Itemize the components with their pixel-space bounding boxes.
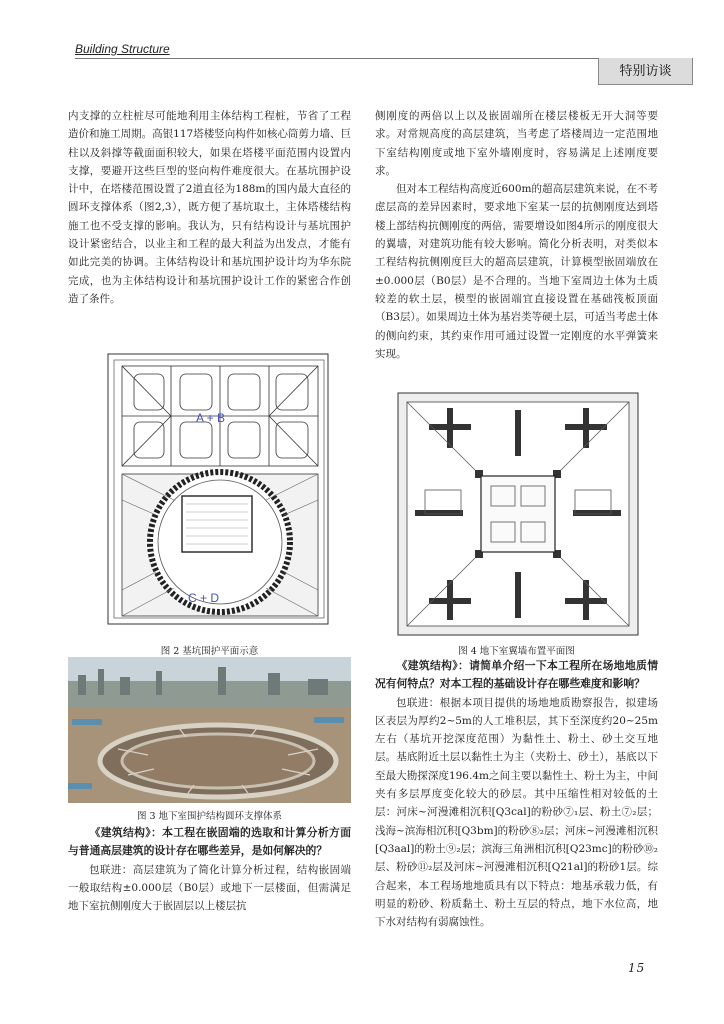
left-column-top — [68, 107, 351, 308]
figure-2-caption: 图 2 基坑围护平面示意 — [160, 646, 259, 657]
figure-3-caption: 图 3 地下室围护结构圆环支撑体系 — [136, 811, 283, 822]
header-rule — [75, 58, 649, 59]
interview-answer: 包联进：高层建筑为了简化计算分析过程，结构嵌固端一般取结构±0.000层（B0层）或地下一层楼面，但需满足地下室抗侧刚度大于嵌固层以上楼层抗 — [68, 863, 351, 913]
figure-4-caption: 图 4 地下室翼墙布置平面图 — [458, 646, 575, 657]
page-number: 15 — [628, 961, 646, 975]
left-column-bottom — [68, 824, 351, 915]
interview-answer: 包联进：根据本项目提供的场地地质勘察报告，拟建场区表层为厚约2~5m的人工堆积层，其下至深度约20~25m左右（基坑开挖深度范围）为黏性土、粉土、砂土交互地层。基底附近土层以黏性土为主（夹粉土、砂土），基底以下至最大勘探深度196.4m之间主要以黏性土、粉土为主，中间夹有多层厚度变化较大的砂层。其中压缩性相对较低的土层：河床~河漫滩相沉积[Q3cal]的粉砂⑦₁层、粉土⑦₂层；浅海~滨海相沉积[Q3bm]的粉砂⑧₂层；河床~河漫滩相沉积[Q3aal]的粉土⑨₂层；滨海三角洲相沉积[Q23mc]的粉砂⑩₂层、粉砂⑪₂层及河床~河漫滩相沉积[Q21al]的粉砂1层。综合起来，本工程场地地质具有以下特点：地基承载力低，有明显的粉砂、粉质黏土、粉土互层的特点，地下水位高，地下水对结构有弱腐蚀性。 — [375, 696, 658, 929]
right-column-bottom — [375, 657, 658, 931]
figure-3-photo — [68, 657, 351, 803]
figure-2-site-plan — [94, 350, 336, 632]
paragraph: 内支撑的立柱桩尽可能地利用主体结构工程桩，节省了工程造价和施工周期。高银117塔楼竖向构件如核心筒剪力墙、巨柱以及斜撑等截面面积较大，如果在塔楼平面范围内设置内支撑，要避开这些巨型的竖向构件难度很大。在基坑围护设计中，在塔楼范围设置了2道直径为188m的国内最大直径的圆环支撑体系（图2,3），既方便了基坑取土，主体塔楼结构施工也不受支撑的影响。我认为，只有结构设计与基坑围护设计紧密结合，以业主和工程的最大利益为出发点，才能有如此完美的协调。主体结构设计和基坑围护设计均为华东院完成，也为主体结构设计和基坑围护设计工作的紧密合作创造了条件。 — [68, 110, 351, 305]
paragraph: 侧刚度的两倍以上以及嵌固端所在楼层楼板无开大洞等要求。对常规高度的高层建筑，当考虑了塔楼周边一定范围地下室结构刚度或地下室外墙刚度时，容易满足上述刚度要求。 — [375, 110, 658, 177]
figure-4-wing-wall-plan — [395, 390, 641, 638]
right-column-top — [375, 107, 658, 363]
section-tag: 特别访谈 — [598, 58, 693, 85]
paragraph: 但对本工程结构高度近600m的超高层建筑来说，在不考虑层高的差异因素时，要求地下室某一层的抗侧刚度达到塔楼上部结构抗侧刚度的两倍，需要增设如图4所示的刚度很大的翼墙，对建筑功能有较大影响。简化分析表明，对类似本工程结构抗侧刚度巨大的超高层建筑，计算模型嵌固端放在±0.000层（B0层）是不合理的。当地下室周边土体为土质较差的软土层，模型的嵌固端宜直接设置在基础筏板顶面（B3层）。如果周边土体为基岩类等硬土层，可适当考虑土体的侧向约束，其约束作用可通过设置一定刚度的水平弹簧来实现。 — [375, 183, 658, 360]
interview-question: 《建筑结构》：本工程在嵌固端的选取和计算分析方面与普通高层建筑的设计存在哪些差异，是如何解决的？ — [68, 827, 351, 858]
pit-plan-drawing — [94, 350, 336, 632]
zone-ab-label: A + B — [196, 411, 226, 425]
interview-question: 《建筑结构》：请简单介绍一下本工程所在场地地质情况有何特点？对本工程的基础设计存在哪些难度和影响？ — [375, 660, 658, 691]
ring-support-photo — [68, 657, 351, 803]
journal-title: Building Structure — [75, 42, 170, 56]
wing-wall-drawing — [395, 390, 641, 638]
zone-cd-label: C + D — [188, 591, 220, 605]
